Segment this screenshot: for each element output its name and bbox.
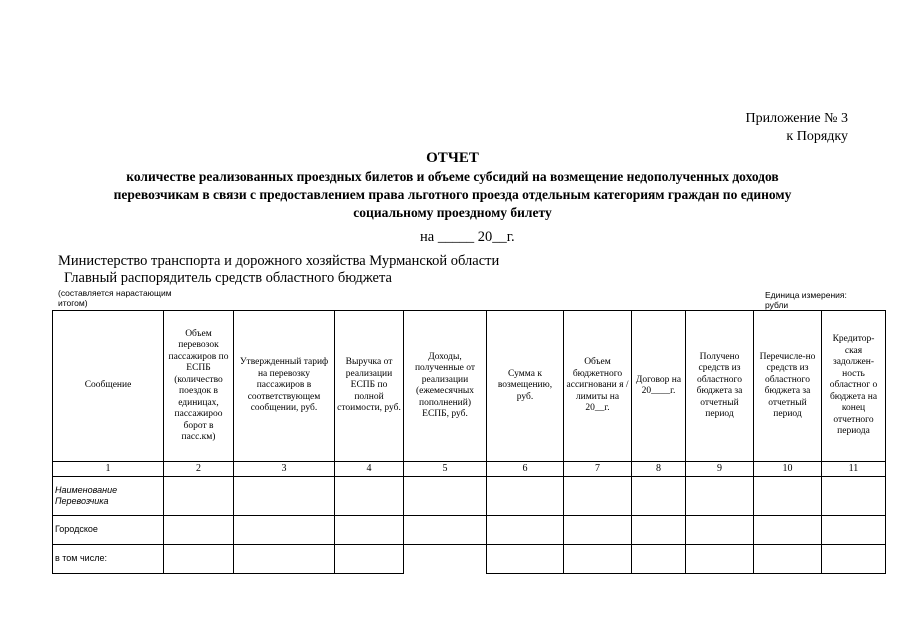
table-cell [564, 516, 632, 545]
table-cell [404, 477, 487, 516]
ministry-name: Министерство транспорта и дорожного хозяйства Мурманской области [58, 253, 500, 269]
table-cell [632, 545, 686, 574]
table-cell [754, 477, 822, 516]
table-cell [754, 545, 822, 574]
appendix-line-2: к Порядку [786, 129, 848, 144]
appendix-line-1: Приложение № 3 [745, 111, 848, 126]
table-cell [487, 516, 564, 545]
col-header: Перечисле-но средств из областного бюджета за отчетный период [754, 311, 822, 462]
column-number: 11 [822, 462, 886, 477]
col-header: Кредитор-ская задолжен-ность областног о бюджета на конец отчетного периода [822, 311, 886, 462]
table-cell [234, 477, 335, 516]
table-cell [632, 516, 686, 545]
unit-note: Единица измерения: рубли [765, 290, 847, 310]
report-table [52, 310, 886, 574]
col-header: Сообщение [53, 311, 164, 462]
table-cell [822, 545, 886, 574]
col-header: Договор на 20____г. [632, 311, 686, 462]
table-cell [234, 516, 335, 545]
table-cell [564, 477, 632, 516]
column-number: 7 [564, 462, 632, 477]
column-number: 9 [686, 462, 754, 477]
table-cell [335, 545, 404, 574]
table-cell [164, 545, 234, 574]
column-number: 1 [53, 462, 164, 477]
report-subtitle-line-1: количестве реализованных проездных билетов и объеме субсидий на возмещение недополученных доходов [126, 169, 779, 184]
table-cell [686, 545, 754, 574]
table-row [53, 545, 886, 574]
table-cell [335, 516, 404, 545]
table-cell [632, 477, 686, 516]
table-cell [487, 477, 564, 516]
col-header: Объем бюджетного ассигновани я / лимиты на 20__г. [564, 311, 632, 462]
table-header-row [53, 311, 886, 462]
table-cell [686, 477, 754, 516]
report-subtitle-line-2: перевозчикам в связи с предоставлением права льготного проезда отдельным категориям граждан по единому [113, 187, 792, 202]
budget-manager: Главный распорядитель средств областного бюджета [64, 270, 392, 286]
table-cell [234, 545, 335, 574]
report-date: на _____ 20__г. [420, 229, 515, 245]
report-title: ОТЧЕТ [426, 150, 479, 166]
row-label: Городское [53, 516, 164, 545]
column-number: 8 [632, 462, 686, 477]
row-label: в том числе: [53, 545, 164, 574]
table-cell [822, 516, 886, 545]
table-cell [404, 516, 487, 545]
column-number: 6 [487, 462, 564, 477]
cumulative-note: (составляется нарастающим итогом) [58, 288, 172, 308]
col-header: Доходы, полученные от реализации (ежемесячных пополнений) ЕСПБ, руб. [404, 311, 487, 462]
table-cell [686, 516, 754, 545]
column-number: 10 [754, 462, 822, 477]
table-cell [404, 545, 487, 574]
table-cell [754, 516, 822, 545]
table-row [53, 516, 886, 545]
table-cell [487, 545, 564, 574]
col-header: Сумма к возмещению, руб. [487, 311, 564, 462]
col-header: Утвержденный тариф на перевозку пассажиров в соответствующем сообщении, руб. [234, 311, 335, 462]
column-number-row [53, 462, 886, 477]
report-subtitle-line-3: социальному проездному билету [353, 205, 552, 220]
column-number: 3 [234, 462, 335, 477]
table-cell [822, 477, 886, 516]
row-label: Наименование Перевозчика [53, 477, 164, 516]
col-header: Объем перевозок пассажиров по ЕСПБ (количество поездок в единицах, пассажироо борот в пасс.км) [164, 311, 234, 462]
appendix-note [746, 110, 849, 146]
column-number: 2 [164, 462, 234, 477]
table-cell [335, 477, 404, 516]
table-row [53, 477, 886, 516]
table-cell [564, 545, 632, 574]
col-header: Выручка от реализации ЕСПБ по полной стоимости, руб. [335, 311, 404, 462]
table-cell [164, 516, 234, 545]
column-number: 4 [335, 462, 404, 477]
table-cell [164, 477, 234, 516]
col-header: Получено средств из областного бюджета за отчетный период [686, 311, 754, 462]
column-number: 5 [404, 462, 487, 477]
